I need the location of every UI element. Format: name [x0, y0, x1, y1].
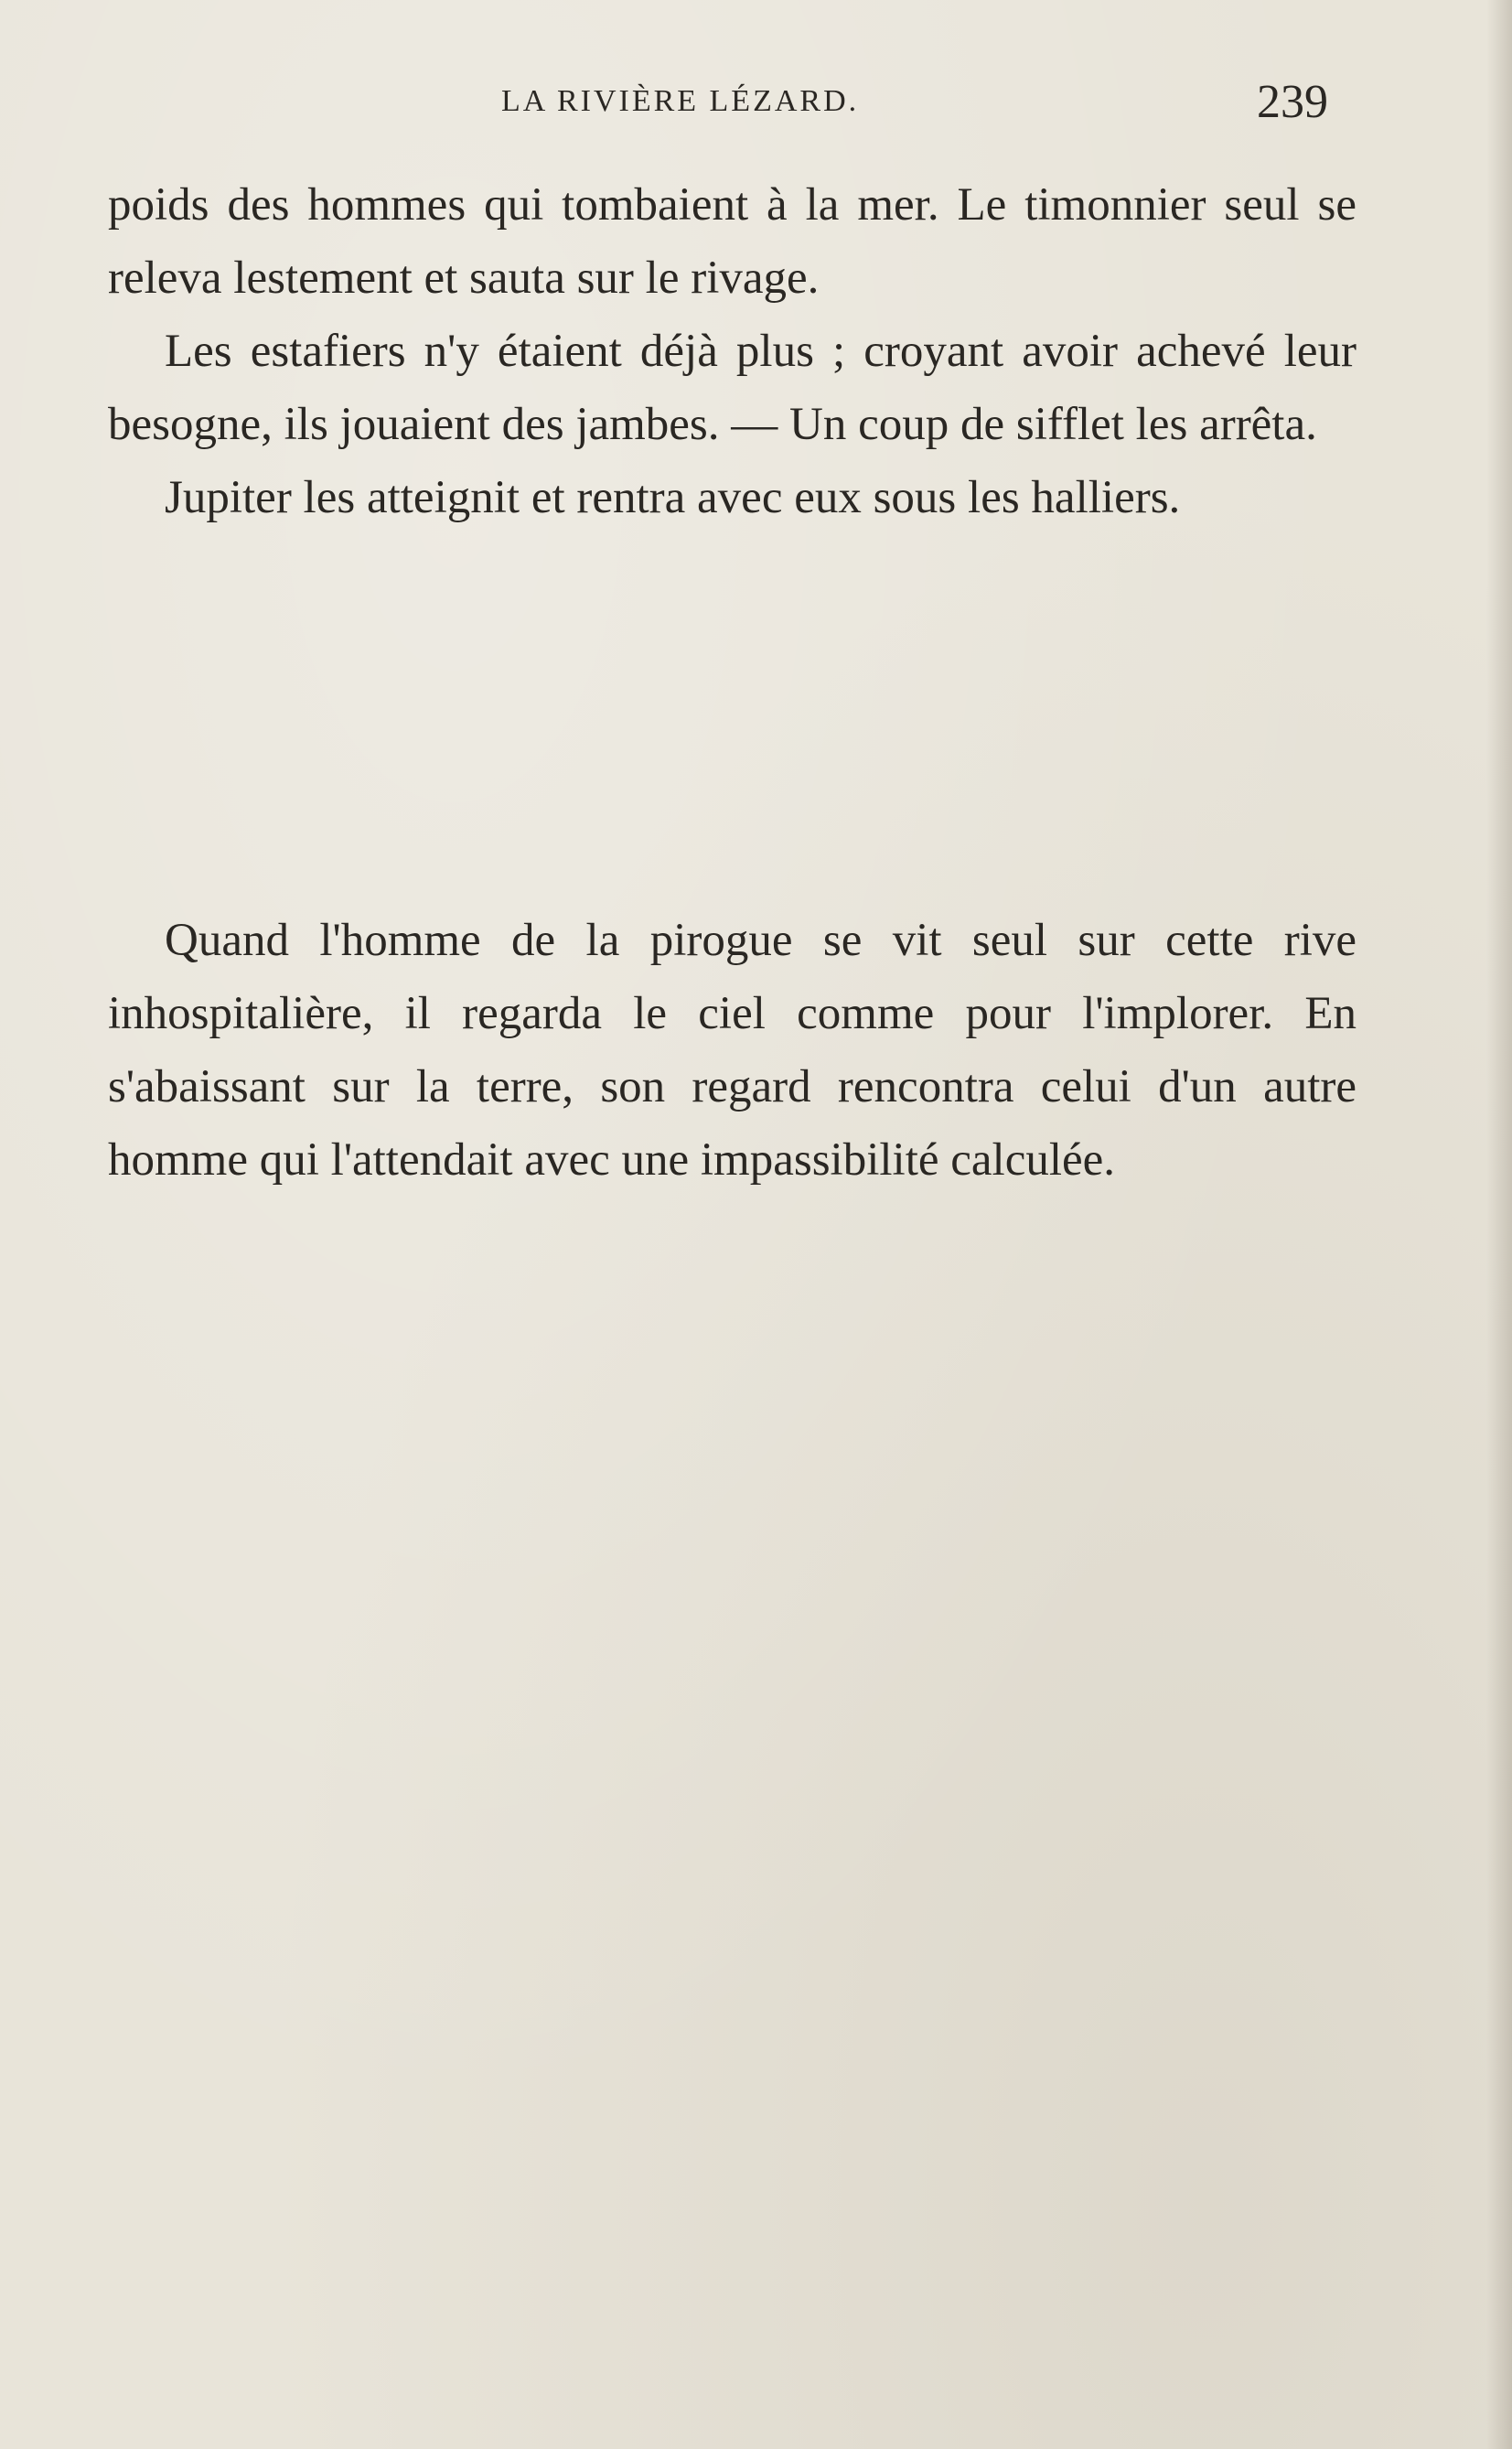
- text-block-top: [108, 168, 1357, 534]
- page-header: [0, 75, 1512, 130]
- running-head: LA RIVIÈRE LÉZARD.: [501, 84, 860, 118]
- text-block-section: [108, 904, 1357, 1197]
- paragraph-estafiers: Les estafiers n'y étaient déjà plus ; croyant avoir achevé leur besogne, ils jouaient des jambes. — Un coup de sifflet les arrêta.: [108, 326, 1357, 450]
- paragraph-jupiter: Jupiter les atteignit et rentra avec eux sous les halliers.: [165, 472, 1181, 523]
- paragraph-continuation: poids des hommes qui tombaient à la mer. Le timonnier seul se releva lestement et sauta sur le rivage.: [108, 179, 1357, 304]
- page-number: 239: [1257, 76, 1328, 128]
- paragraph-pirogue: Quand l'homme de la pirogue se vit seul sur cette rive inhospitalière, il regarda le ciel comme pour l'implorer. En s'abaissant sur la terre, son regard rencontra celui d'un autre homme qui l'attendait avec une impassibilité calculée.: [108, 915, 1357, 1186]
- page-edge-shadow: [1486, 0, 1512, 2449]
